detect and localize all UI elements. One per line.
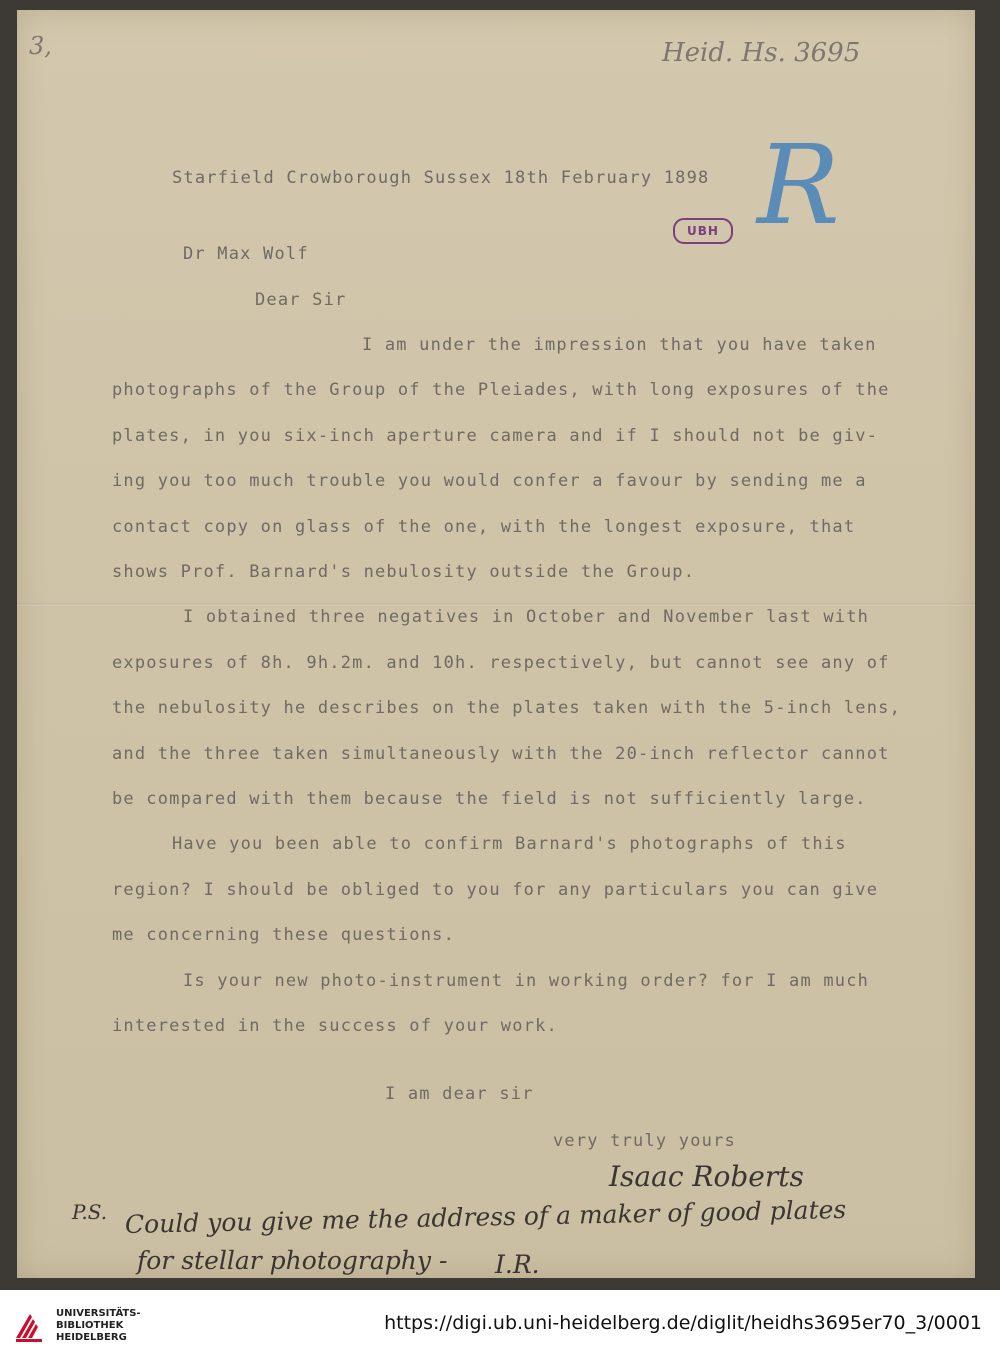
closing-line-2: very truly yours [553, 1131, 736, 1151]
body-line: interested in the success of your work. [112, 1016, 558, 1036]
permalink-url[interactable]: https://digi.ub.uni-heidelberg.de/diglit/heidhs3695er70_3/0001 [384, 1312, 982, 1334]
body-line: be compared with them because the field is not sufficiently large. [112, 789, 867, 809]
library-stamp: UBH [673, 218, 733, 244]
library-name-line: UNIVERSITÄTS- [56, 1308, 141, 1319]
body-line: Have you been able to confirm Barnard's photographs of this [172, 834, 847, 854]
viewer-footer [0, 1290, 1000, 1362]
ps-initials: I.R. [495, 1250, 540, 1279]
addressee: Dr Max Wolf [183, 244, 309, 264]
folio-number: 3, [29, 32, 52, 60]
blue-r-mark: R [757, 121, 840, 249]
body-line: Is your new photo-instrument in working order? for I am much [183, 971, 870, 991]
library-logo-icon [12, 1308, 50, 1346]
salutation: Dear Sir [255, 290, 347, 310]
library-name-line: BIBLIOTHEK [56, 1320, 124, 1331]
body-line: I am under the impression that you have taken [362, 335, 877, 355]
letter-heading: Starfield Crowborough Sussex 18th February 1898 [172, 168, 710, 188]
ps-label: P.S. [72, 1200, 108, 1224]
body-line: the nebulosity he describes on the plates taken with the 5-inch lens, [112, 698, 902, 718]
body-line: contact copy on glass of the one, with the longest exposure, that [112, 517, 856, 537]
shelfmark: Heid. Hs. 3695 [662, 38, 861, 68]
ps-line-2: for stellar photography - [137, 1246, 448, 1275]
signature: Isaac Roberts [609, 1160, 804, 1193]
closing-line-1: I am dear sir [385, 1084, 534, 1104]
body-line: me concerning these questions. [112, 925, 456, 945]
body-line: ing you too much trouble you would confer a favour by sending me a [112, 471, 867, 491]
library-name-line: HEIDELBERG [56, 1332, 127, 1343]
letter-page [17, 10, 975, 1278]
body-line: exposures of 8h. 9h.2m. and 10h. respectively, but cannot see any of [112, 653, 890, 673]
body-line: shows Prof. Barnard's nebulosity outside the Group. [112, 562, 696, 582]
body-line: region? I should be obliged to you for any particulars you can give [112, 880, 879, 900]
paper-fold [17, 603, 975, 606]
body-line: photographs of the Group of the Pleiades, with long exposures of the [112, 380, 890, 400]
body-line: plates, in you six-inch aperture camera and if I should not be giv- [112, 426, 879, 446]
library-name [56, 1308, 141, 1344]
ps-line-1: Could you give me the address of a maker of good plates [124, 1194, 847, 1239]
body-line: and the three taken simultaneously with the 20-inch reflector cannot [112, 744, 890, 764]
body-line: I obtained three negatives in October and November last with [183, 607, 870, 627]
